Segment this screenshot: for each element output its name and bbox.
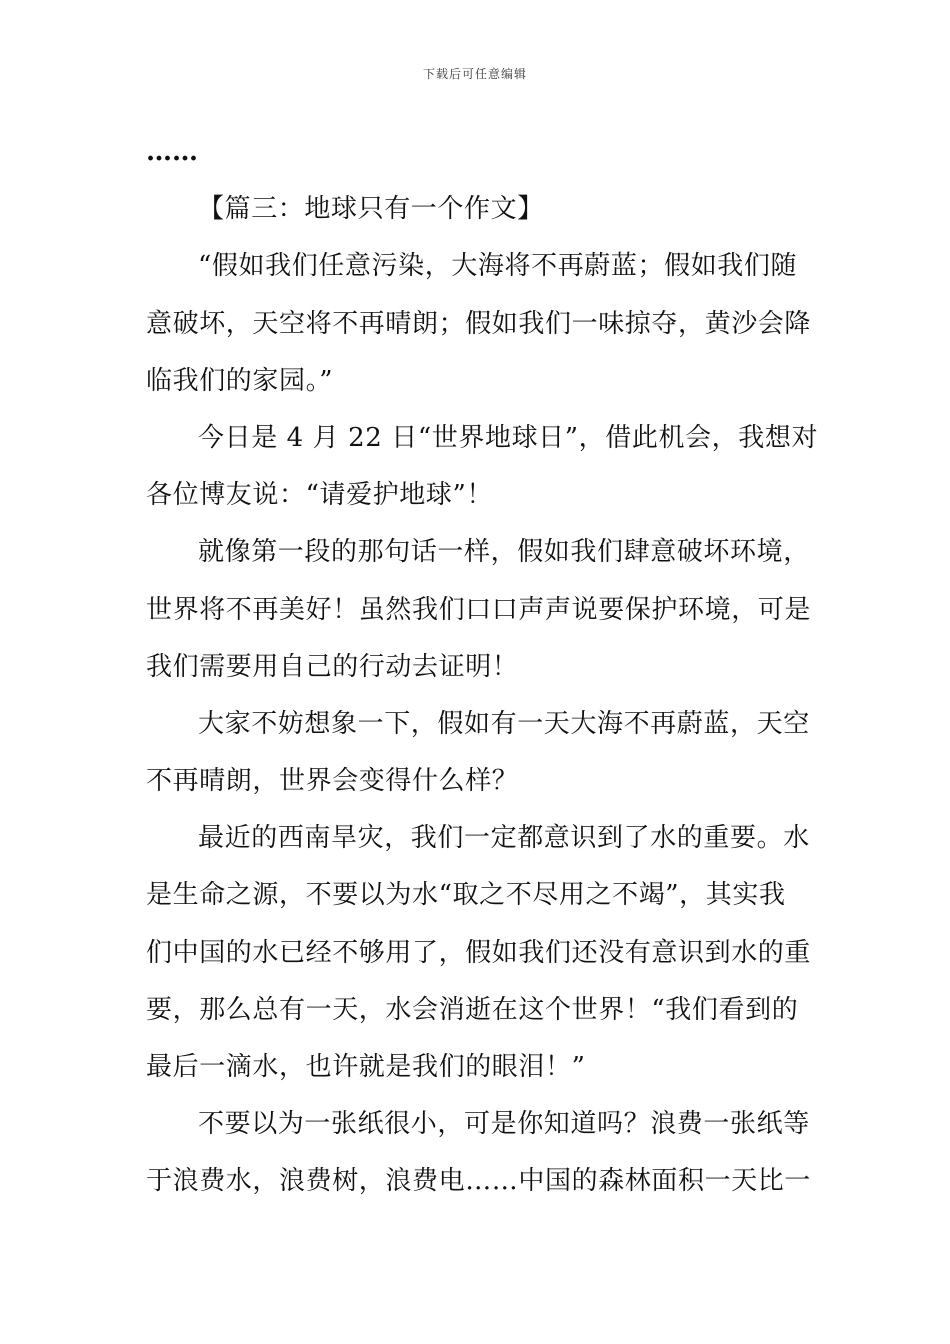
text-line: 大家不妨想象一下，假如有一天大海不再蔚蓝，天空: [198, 708, 810, 739]
continuation-ellipsis: ……: [146, 137, 198, 167]
text-line: 最近的西南旱灾，我们一定都意识到了水的重要。水: [198, 823, 810, 854]
text-line: 最后一滴水，也许就是我们的眼泪！”: [146, 1052, 586, 1082]
text-line: 就像第一段的那句话一样，假如我们肆意破坏环境，: [198, 537, 810, 568]
text-line: 不要以为一张纸很小，可是你知道吗？浪费一张纸等: [198, 1109, 810, 1140]
text-line: 各位博友说：“请爱护地球”！: [146, 480, 493, 511]
text-line: 要，那么总有一天，水会消逝在这个世界！“我们看到的: [146, 994, 799, 1025]
document-body: [146, 124, 819, 1211]
text-line: 不再晴朗，世界会变得什么样？: [146, 766, 519, 797]
text-line: “假如我们任意污染，大海将不再蔚蓝；假如我们随: [198, 251, 798, 282]
text-line: 临我们的家园。”: [146, 365, 334, 396]
text-line: 意破坏，天空将不再晴朗；假如我们一味掠夺，黄沙会降: [146, 308, 812, 339]
section-heading: 【篇三：地球只有一个作文】: [198, 194, 544, 225]
page-header: 下载后可任意编辑: [422, 67, 527, 81]
text-line: 是生命之源，不要以为水“取之不尽用之不竭”，其实我: [146, 880, 786, 911]
text-line: 我们需要用自己的行动去证明！: [146, 651, 519, 682]
text-line: 于浪费水，浪费树，浪费电……中国的森林面积一天比一: [146, 1166, 812, 1197]
text-line: 们中国的水已经不够用了，假如我们还没有意识到水的重: [146, 937, 812, 968]
text-line: 世界将不再美好！虽然我们口口声声说要保护环境，可是: [146, 594, 812, 625]
text-line: 今日是 4 月 22 日“世界地球日”，借此机会，我想对: [198, 422, 819, 453]
